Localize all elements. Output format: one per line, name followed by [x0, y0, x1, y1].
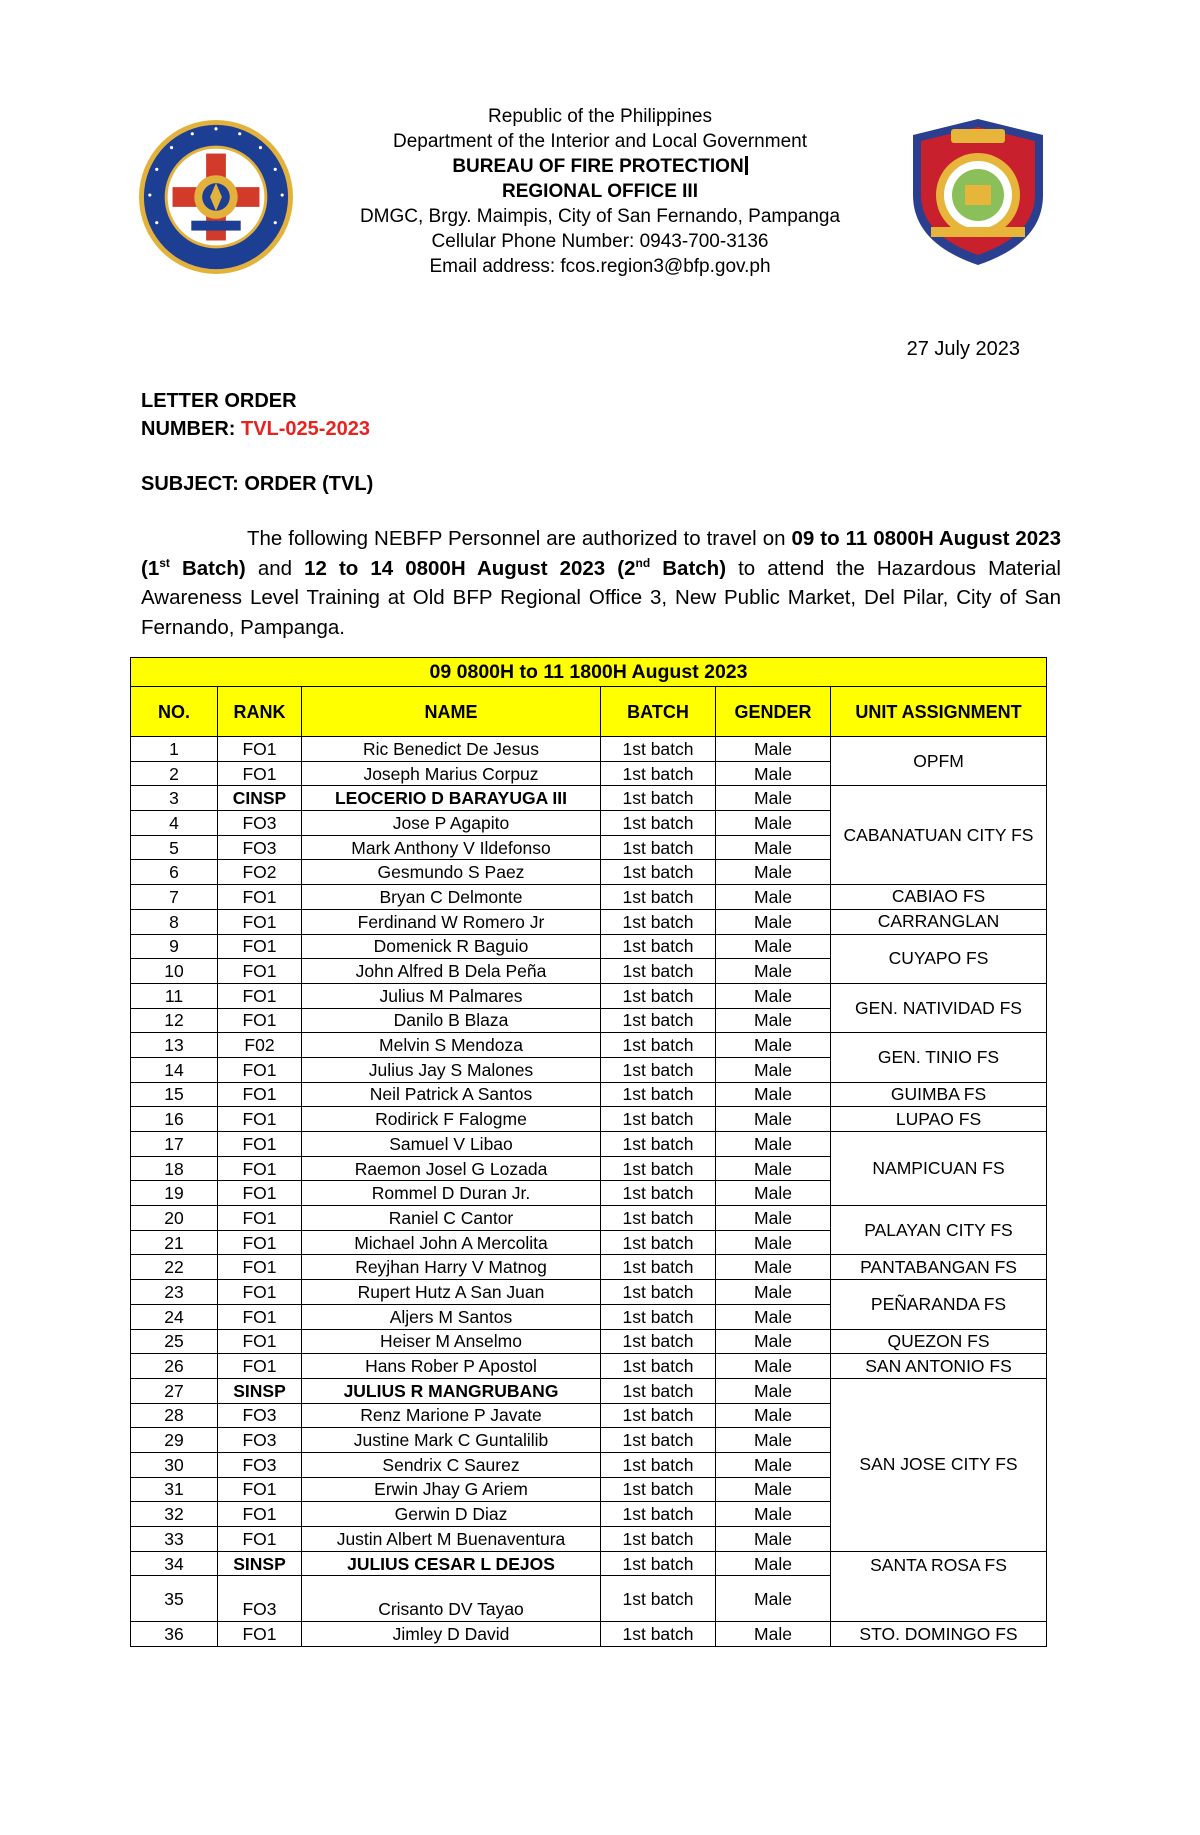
table-row — [131, 1622, 1047, 1647]
cell-batch: 1st batch — [601, 934, 716, 959]
cell-batch: 1st batch — [601, 1082, 716, 1107]
cell-unit-assignment: SANTA ROSA FS — [831, 1551, 1047, 1622]
personnel-table — [130, 657, 1047, 1647]
paragraph-bold: Batch) — [169, 556, 246, 580]
cell-batch: 1st batch — [601, 737, 716, 762]
cell-no: 23 — [131, 1280, 218, 1305]
cell-name: Bryan C Delmonte — [302, 885, 601, 910]
cell-no: 14 — [131, 1057, 218, 1082]
cell-name: Julius M Palmares — [302, 983, 601, 1008]
cell-no: 16 — [131, 1107, 218, 1132]
cell-gender: Male — [716, 885, 831, 910]
header-department: Department of the Interior and Local Government — [392, 131, 807, 152]
cell-gender: Male — [716, 1206, 831, 1231]
cell-unit-assignment: NAMPICUAN FS — [831, 1132, 1047, 1206]
letter-order-title: LETTER ORDER — [141, 390, 297, 412]
cell-name: Sendrix C Saurez — [302, 1452, 601, 1477]
cell-no: 7 — [131, 885, 218, 910]
cell-name: Melvin S Mendoza — [302, 1033, 601, 1058]
cell-unit-assignment: STO. DOMINGO FS — [831, 1622, 1047, 1647]
cell-gender: Male — [716, 811, 831, 836]
cell-no: 9 — [131, 934, 218, 959]
table-row — [131, 1329, 1047, 1354]
paragraph-bold: 12 to 14 0800H August 2023 (2 — [304, 556, 636, 580]
paragraph-bold: Batch) — [650, 556, 727, 580]
cell-name: Gerwin D Diaz — [302, 1502, 601, 1527]
cell-rank: F02 — [218, 1033, 302, 1058]
table-row — [131, 1107, 1047, 1132]
cell-no: 4 — [131, 811, 218, 836]
cell-batch: 1st batch — [601, 1156, 716, 1181]
cell-rank: FO1 — [218, 1280, 302, 1305]
cell-batch: 1st batch — [601, 1255, 716, 1280]
cell-name: Michael John A Mercolita — [302, 1230, 601, 1255]
cell-gender: Male — [716, 1156, 831, 1181]
cell-gender: Male — [716, 1551, 831, 1576]
cell-batch: 1st batch — [601, 1280, 716, 1305]
cell-batch: 1st batch — [601, 1329, 716, 1354]
cell-no: 21 — [131, 1230, 218, 1255]
cell-name: Rodirick F Falogme — [302, 1107, 601, 1132]
cell-name: Mark Anthony V Ildefonso — [302, 835, 601, 860]
cell-gender: Male — [716, 1181, 831, 1206]
cell-batch: 1st batch — [601, 1033, 716, 1058]
cell-rank: SINSP — [218, 1551, 302, 1576]
cell-rank: CINSP — [218, 786, 302, 811]
cell-name: JULIUS CESAR L DEJOS — [302, 1551, 601, 1576]
cell-no: 32 — [131, 1502, 218, 1527]
cell-gender: Male — [716, 1107, 831, 1132]
cell-gender: Male — [716, 1280, 831, 1305]
cell-batch: 1st batch — [601, 860, 716, 885]
cell-gender: Male — [716, 786, 831, 811]
cell-no: 35 — [131, 1576, 218, 1622]
cell-batch: 1st batch — [601, 983, 716, 1008]
cell-batch: 1st batch — [601, 761, 716, 786]
cell-unit-assignment: CABIAO FS — [831, 885, 1047, 910]
cell-no: 27 — [131, 1378, 218, 1403]
cell-rank: FO3 — [218, 1576, 302, 1622]
cell-batch: 1st batch — [601, 1477, 716, 1502]
cell-rank: FO1 — [218, 1156, 302, 1181]
cell-unit-assignment: CABANATUAN CITY FS — [831, 786, 1047, 885]
cell-no: 33 — [131, 1527, 218, 1552]
document-date: 27 July 2023 — [906, 338, 1020, 360]
cell-name: Ric Benedict De Jesus — [302, 737, 601, 762]
cell-rank: FO1 — [218, 983, 302, 1008]
cell-gender: Male — [716, 1082, 831, 1107]
cell-no: 13 — [131, 1033, 218, 1058]
cell-unit-assignment: QUEZON FS — [831, 1329, 1047, 1354]
cell-batch: 1st batch — [601, 1230, 716, 1255]
cell-batch: 1st batch — [601, 1527, 716, 1552]
cell-unit-assignment: LUPAO FS — [831, 1107, 1047, 1132]
cell-rank: FO1 — [218, 1057, 302, 1082]
cell-rank: FO1 — [218, 1255, 302, 1280]
cell-name: Samuel V Libao — [302, 1132, 601, 1157]
cell-gender: Male — [716, 1452, 831, 1477]
cell-batch: 1st batch — [601, 1206, 716, 1231]
cell-no: 11 — [131, 983, 218, 1008]
column-header-no: NO. — [131, 687, 218, 737]
cell-gender: Male — [716, 1132, 831, 1157]
cell-no: 18 — [131, 1156, 218, 1181]
table-row — [131, 934, 1047, 959]
cell-no: 25 — [131, 1329, 218, 1354]
cell-rank: FO3 — [218, 1428, 302, 1453]
cell-name: JULIUS R MANGRUBANG — [302, 1378, 601, 1403]
column-header-name: NAME — [302, 687, 601, 737]
cell-gender: Male — [716, 1622, 831, 1647]
cell-batch: 1st batch — [601, 1132, 716, 1157]
letterhead — [300, 104, 900, 279]
cell-unit-assignment: CUYAPO FS — [831, 934, 1047, 983]
cell-no: 29 — [131, 1428, 218, 1453]
cell-no: 8 — [131, 909, 218, 934]
cell-gender: Male — [716, 959, 831, 984]
cell-no: 26 — [131, 1354, 218, 1379]
cell-name: Rupert Hutz A San Juan — [302, 1280, 601, 1305]
cell-rank: FO1 — [218, 1304, 302, 1329]
paragraph-text: and — [245, 556, 305, 580]
cell-rank: FO1 — [218, 1082, 302, 1107]
cell-name: Ferdinand W Romero Jr — [302, 909, 601, 934]
cell-rank: FO3 — [218, 811, 302, 836]
cell-gender: Male — [716, 1255, 831, 1280]
table-row — [131, 737, 1047, 762]
paragraph-superscript: st — [159, 555, 170, 570]
cell-no: 2 — [131, 761, 218, 786]
letter-order-subject: SUBJECT: ORDER (TVL) — [141, 473, 374, 495]
cell-no: 19 — [131, 1181, 218, 1206]
cell-batch: 1st batch — [601, 1304, 716, 1329]
cell-rank: FO1 — [218, 1354, 302, 1379]
header-regional-office: REGIONAL OFFICE III — [502, 181, 698, 202]
cell-rank: FO1 — [218, 885, 302, 910]
cell-rank: FO1 — [218, 1008, 302, 1033]
cell-name: John Alfred B Dela Peña — [302, 959, 601, 984]
cell-batch: 1st batch — [601, 1576, 716, 1622]
header-republic: Republic of the Philippines — [488, 106, 712, 127]
paragraph-bold: 09 to 11 0800H August 2023 (1 — [141, 527, 1061, 580]
cell-gender: Male — [716, 1354, 831, 1379]
column-header-batch: BATCH — [601, 687, 716, 737]
cell-gender: Male — [716, 1230, 831, 1255]
cell-batch: 1st batch — [601, 1378, 716, 1403]
cell-batch: 1st batch — [601, 885, 716, 910]
cell-batch: 1st batch — [601, 1622, 716, 1647]
cell-unit-assignment: PALAYAN CITY FS — [831, 1206, 1047, 1255]
cell-gender: Male — [716, 1527, 831, 1552]
cell-rank: FO1 — [218, 959, 302, 984]
cell-gender: Male — [716, 1477, 831, 1502]
cell-rank: FO1 — [218, 1132, 302, 1157]
table-row — [131, 1082, 1047, 1107]
cell-batch: 1st batch — [601, 1403, 716, 1428]
cell-no: 30 — [131, 1452, 218, 1477]
cell-rank: FO1 — [218, 1502, 302, 1527]
header-phone: Cellular Phone Number: 0943-700-3136 — [431, 231, 769, 252]
cell-name: Reyjhan Harry V Matnog — [302, 1255, 601, 1280]
cell-rank: FO1 — [218, 1230, 302, 1255]
table-title: 09 0800H to 11 1800H August 2023 — [131, 658, 1047, 687]
cell-no: 31 — [131, 1477, 218, 1502]
cell-no: 10 — [131, 959, 218, 984]
paragraph-text: The following NEBFP Personnel are authorized to travel on — [247, 527, 792, 550]
cell-name: Hans Rober P Apostol — [302, 1354, 601, 1379]
cell-rank: FO1 — [218, 934, 302, 959]
cell-rank: FO1 — [218, 1329, 302, 1354]
cell-no: 24 — [131, 1304, 218, 1329]
letter-order-number — [141, 418, 370, 441]
text-cursor — [745, 156, 748, 175]
header-email: Email address: fcos.region3@bfp.gov.ph — [429, 256, 771, 277]
cell-unit-assignment: CARRANGLAN — [831, 909, 1047, 934]
cell-name: Joseph Marius Corpuz — [302, 761, 601, 786]
cell-batch: 1st batch — [601, 959, 716, 984]
cell-name: Neil Patrick A Santos — [302, 1082, 601, 1107]
cell-rank: FO2 — [218, 860, 302, 885]
cell-rank: FO1 — [218, 1622, 302, 1647]
cell-rank: FO1 — [218, 1527, 302, 1552]
cell-unit-assignment: SAN ANTONIO FS — [831, 1354, 1047, 1379]
cell-no: 1 — [131, 737, 218, 762]
cell-unit-assignment: PEÑARANDA FS — [831, 1280, 1047, 1329]
table-row — [131, 909, 1047, 934]
cell-rank: FO1 — [218, 1477, 302, 1502]
cell-batch: 1st batch — [601, 1107, 716, 1132]
cell-rank: FO3 — [218, 1452, 302, 1477]
cell-rank: FO3 — [218, 835, 302, 860]
cell-unit-assignment: GEN. NATIVIDAD FS — [831, 983, 1047, 1032]
table-row — [131, 1354, 1047, 1379]
cell-batch: 1st batch — [601, 1551, 716, 1576]
cell-batch: 1st batch — [601, 835, 716, 860]
cell-name: LEOCERIO D BARAYUGA III — [302, 786, 601, 811]
cell-gender: Male — [716, 1008, 831, 1033]
cell-gender: Male — [716, 934, 831, 959]
cell-unit-assignment: SAN JOSE CITY FS — [831, 1378, 1047, 1551]
cell-gender: Male — [716, 1576, 831, 1622]
region-iii-seal-logo — [903, 115, 1053, 267]
cell-no: 5 — [131, 835, 218, 860]
cell-gender: Male — [716, 1329, 831, 1354]
cell-unit-assignment: GEN. TINIO FS — [831, 1033, 1047, 1082]
cell-batch: 1st batch — [601, 1057, 716, 1082]
cell-name: Domenick R Baguio — [302, 934, 601, 959]
cell-batch: 1st batch — [601, 811, 716, 836]
cell-no: 12 — [131, 1008, 218, 1033]
cell-no: 17 — [131, 1132, 218, 1157]
paragraph-superscript: nd — [635, 555, 651, 570]
cell-rank: FO3 — [218, 1403, 302, 1428]
cell-batch: 1st batch — [601, 1428, 716, 1453]
cell-gender: Male — [716, 835, 831, 860]
letter-order-number-value: TVL-025-2023 — [241, 418, 370, 440]
cell-gender: Male — [716, 1057, 831, 1082]
cell-no: 22 — [131, 1255, 218, 1280]
header-bureau: BUREAU OF FIRE PROTECTION — [300, 154, 900, 179]
cell-no: 3 — [131, 786, 218, 811]
cell-no: 34 — [131, 1551, 218, 1576]
cell-batch: 1st batch — [601, 1354, 716, 1379]
cell-unit-assignment: GUIMBA FS — [831, 1082, 1047, 1107]
cell-no: 6 — [131, 860, 218, 885]
cell-name: Justine Mark C Guntalilib — [302, 1428, 601, 1453]
cell-no: 36 — [131, 1622, 218, 1647]
column-header-gender: GENDER — [716, 687, 831, 737]
table-row — [131, 983, 1047, 1008]
cell-name: Renz Marione P Javate — [302, 1403, 601, 1428]
cell-name: Jimley D David — [302, 1622, 601, 1647]
cell-name: Justin Albert M Buenaventura — [302, 1527, 601, 1552]
cell-name: Aljers M Santos — [302, 1304, 601, 1329]
cell-batch: 1st batch — [601, 1181, 716, 1206]
table-row — [131, 1255, 1047, 1280]
cell-gender: Male — [716, 983, 831, 1008]
cell-batch: 1st batch — [601, 1008, 716, 1033]
cell-rank: FO1 — [218, 1181, 302, 1206]
paragraph-text: to attend the Hazardous Material Awareness Level Training at Old BFP Regional Office 3, New Public Market, Del Pilar, City of San Fernando, Pampanga. — [141, 556, 1061, 639]
cell-rank: FO1 — [218, 1206, 302, 1231]
cell-gender: Male — [716, 1428, 831, 1453]
cell-no: 28 — [131, 1403, 218, 1428]
cell-gender: Male — [716, 1378, 831, 1403]
cell-batch: 1st batch — [601, 786, 716, 811]
bfp-seal-logo — [137, 118, 295, 276]
table-row — [131, 1280, 1047, 1305]
table-row — [131, 1378, 1047, 1403]
table-row — [131, 786, 1047, 811]
cell-name: Jose P Agapito — [302, 811, 601, 836]
cell-gender: Male — [716, 1033, 831, 1058]
column-header-unit-assignment: UNIT ASSIGNMENT — [831, 687, 1047, 737]
cell-rank: SINSP — [218, 1378, 302, 1403]
cell-no: 20 — [131, 1206, 218, 1231]
body-paragraph — [141, 524, 1061, 642]
header-address: DMGC, Brgy. Maimpis, City of San Fernando, Pampanga — [359, 206, 841, 227]
cell-unit-assignment: OPFM — [831, 737, 1047, 786]
cell-gender: Male — [716, 737, 831, 762]
cell-rank: FO1 — [218, 909, 302, 934]
cell-gender: Male — [716, 1403, 831, 1428]
cell-gender: Male — [716, 909, 831, 934]
cell-gender: Male — [716, 860, 831, 885]
column-header-rank: RANK — [218, 687, 302, 737]
cell-name: Gesmundo S Paez — [302, 860, 601, 885]
cell-gender: Male — [716, 1502, 831, 1527]
cell-gender: Male — [716, 761, 831, 786]
cell-rank: FO1 — [218, 737, 302, 762]
cell-batch: 1st batch — [601, 1502, 716, 1527]
cell-batch: 1st batch — [601, 1452, 716, 1477]
table-body — [131, 737, 1047, 1647]
cell-name: Julius Jay S Malones — [302, 1057, 601, 1082]
table-row — [131, 1033, 1047, 1058]
cell-gender: Male — [716, 1304, 831, 1329]
cell-unit-assignment: PANTABANGAN FS — [831, 1255, 1047, 1280]
cell-rank: FO1 — [218, 1107, 302, 1132]
cell-batch: 1st batch — [601, 909, 716, 934]
cell-name: Heiser M Anselmo — [302, 1329, 601, 1354]
cell-no: 15 — [131, 1082, 218, 1107]
cell-name: Raniel C Cantor — [302, 1206, 601, 1231]
cell-rank: FO1 — [218, 761, 302, 786]
table-row — [131, 1132, 1047, 1157]
table-row — [131, 1206, 1047, 1231]
table-row — [131, 1551, 1047, 1576]
table-row — [131, 885, 1047, 910]
letter-order-number-label: NUMBER: — [141, 418, 236, 440]
cell-name: Crisanto DV Tayao — [302, 1576, 601, 1622]
cell-name: Raemon Josel G Lozada — [302, 1156, 601, 1181]
cell-name: Rommel D Duran Jr. — [302, 1181, 601, 1206]
cell-name: Erwin Jhay G Ariem — [302, 1477, 601, 1502]
cell-name: Danilo B Blaza — [302, 1008, 601, 1033]
